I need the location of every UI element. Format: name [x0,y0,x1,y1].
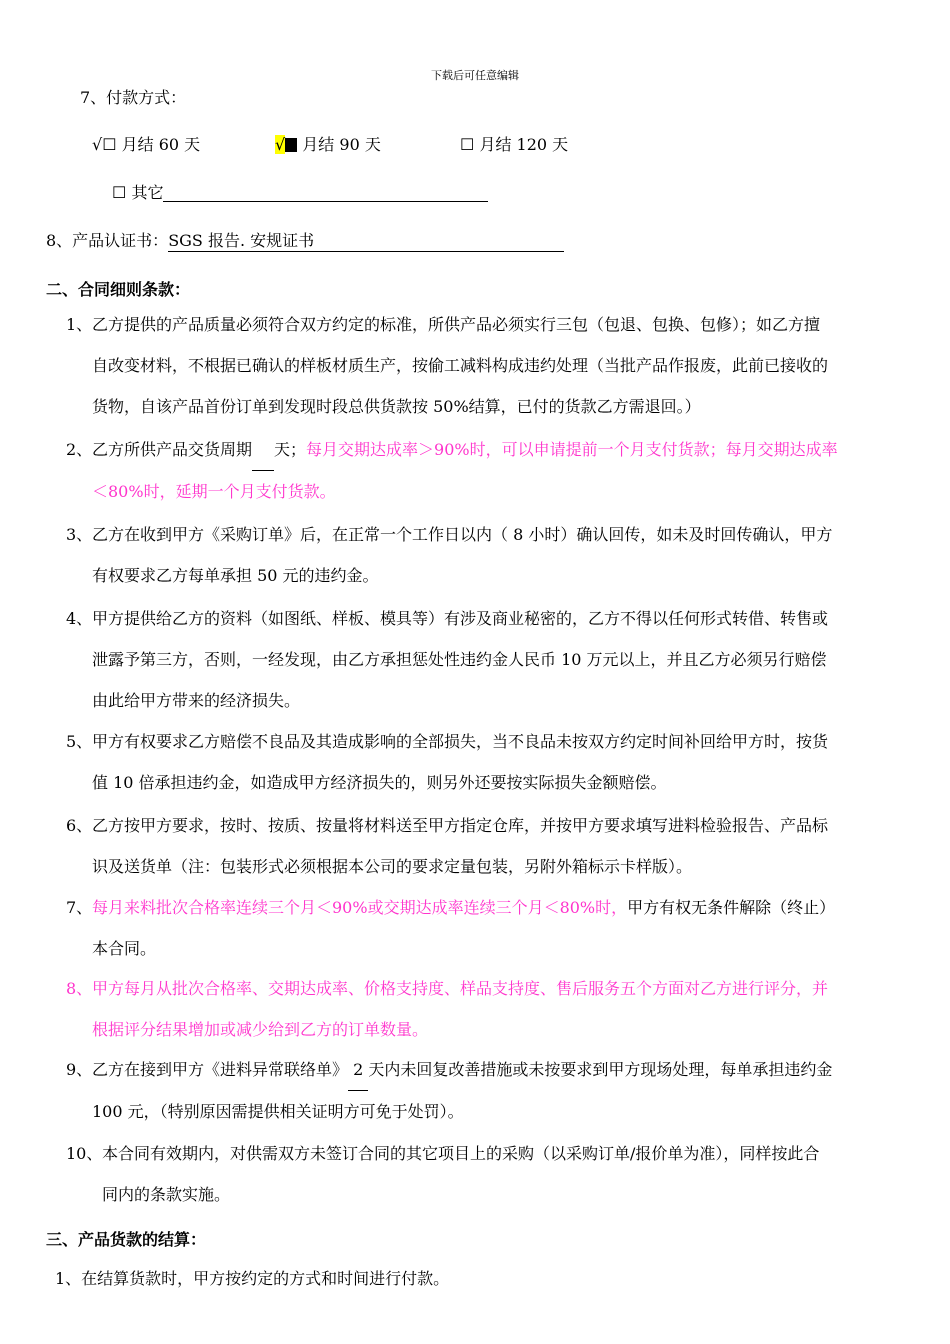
clause-7-line: 本合同。 [92,939,157,958]
clause-1-line: 乙方提供的产品质量必须符合双方约定的标准，所供产品必须实行三包（包退、包换、包修）；如乙方擅 [92,315,821,334]
other-blank-line [163,183,488,202]
checkbox-icon: ☐ [102,135,117,154]
payment-option-120-label: 月结 120 天 [479,135,569,154]
checked-box-icon [285,138,297,152]
clause-2-highlight: ＜80%时，延期一个月支付货款。 [92,482,336,501]
clause-10-line: 本合同有效期内，对供需双方未签订合同的其它项目上的采购（以采购订单/报价单为准），同样按此合 [102,1144,820,1163]
clause-1-number: 1、 [66,315,93,334]
clause-10-line: 同内的条款实施。 [102,1185,231,1204]
clause-7-text: 甲方有权无条件解除（终止） [627,898,836,917]
clause-4-number: 4、 [66,609,93,628]
clause-4-line: 甲方提供给乙方的资料（如图纸、样板、模具等）有涉及商业秘密的，乙方不得以任何形式转借、转售或 [92,609,829,628]
payment-option-other[interactable] [112,180,488,203]
checkbox-icon: ☐ [112,183,127,202]
check-mark-icon: √ [275,135,286,154]
clause-2-number: 2、 [66,440,93,459]
clause-8-line: 根据评分结果增加或减少给到乙方的订单数量。 [92,1020,429,1039]
clause-9-number: 9、 [66,1060,93,1079]
cert-value: SGS 报告. 安规证书 [168,228,564,252]
clause-4-line: 泄露予第三方，否则，一经发现，由乙方承担惩处性违约金人民币 10 万元以上，并且乙方必须另行赔偿 [92,650,827,669]
payment-option-90[interactable] [275,132,381,155]
clause-6-number: 6、 [66,816,93,835]
clause-5-line: 值 10 倍承担违约金，如造成甲方经济损失的，则另外还要按实际损失金额赔偿。 [92,773,667,792]
section3-title: 三、产品货款的结算： [46,1230,207,1249]
clause-4-line: 由此给甲方带来的经济损失。 [92,691,301,710]
payment-option-90-label: 月结 90 天 [302,135,381,154]
clause-6 [92,805,904,887]
clause-9-line: 100 元，（特别原因需提供相关证明方可免于处罚）。 [92,1102,464,1121]
payment-option-120[interactable] [460,132,568,155]
clause-5-number: 5、 [66,732,93,751]
delivery-days-blank [252,429,274,471]
clause-5 [92,721,904,803]
checkbox-icon: ☐ [460,135,475,154]
clause-8-number: 8、 [66,979,93,998]
cert-row [46,228,564,252]
clause-3-line: 乙方在收到甲方《采购订单》后，在正常一个工作日以内（ 8 小时）确认回传，如未及时回传确认，甲方 [92,525,833,544]
clause-1-line: 货物，自该产品首份订单到发现时段总供货款按 50%结算，已付的货款乙方需退回。） [92,397,701,416]
payment-title: 7、付款方式： [80,88,187,107]
clause-3-line: 有权要求乙方每单承担 50 元的违约金。 [92,566,379,585]
clause-9 [92,1049,904,1132]
clause-2-highlight: 每月交期达成率＞90%时，可以申请提前一个月支付货款；每月交期达成率 [306,440,838,459]
check-mark-icon: √ [92,135,103,154]
clause-1 [92,304,904,427]
clause-8-line: 甲方每月从批次合格率、交期达成率、价格支持度、样品支持度、售后服务五个方面对乙方进行评分，并 [92,979,829,998]
clause-10 [102,1133,906,1215]
clause-3-number: 3、 [66,525,93,544]
clause-7-number: 7、 [66,898,93,917]
payment-option-60-label: 月结 60 天 [121,135,201,154]
clause-5-line: 甲方有权要求乙方赔偿不良品及其造成影响的全部损失，当不良品未按双方约定时间补回给甲方时，按货 [92,732,829,751]
section2-title: 二、合同细则条款： [46,280,191,299]
clause-4 [92,598,904,721]
clause-9-text: 乙方在接到甲方《进料异常联络单》 [92,1060,349,1079]
clause-3 [92,514,904,596]
settlement-item-1: 1、在结算货款时，甲方按约定的方式和时间进行付款。 [55,1269,450,1288]
clause-2-text: 乙方所供产品交货周期 [92,440,253,459]
response-days-value: 2 [348,1049,368,1091]
cert-label: 8、产品认证书： [46,231,169,250]
clause-6-line: 识及送货单（注：包装形式必须根据本公司的要求定量包装，另附外箱标示卡样版）。 [92,857,693,876]
clause-2 [92,429,904,512]
clause-2-text: 天； [274,440,307,459]
clause-9-text: 天内未回复改善措施或未按要求到甲方现场处理，每单承担违约金 [368,1060,833,1079]
payment-option-60[interactable] [92,132,200,155]
clause-8 [92,968,904,1050]
clause-10-number: 10、 [66,1144,103,1163]
clause-6-line: 乙方按甲方要求，按时、按质、按量将材料送至甲方指定仓库，并按甲方要求填写进料检验报告、产品标 [92,816,829,835]
header-note: 下载后可任意编辑 [431,69,519,82]
payment-option-other-label: 其它 [131,183,164,202]
clause-7 [92,887,904,969]
clause-1-line: 自改变材料，不根据已确认的样板材质生产，按偷工减料构成违约处理（当批产品作报废，此前已接收的 [92,356,829,375]
clause-7-highlight: 每月来料批次合格率连续三个月＜90%或交期达成率连续三个月＜80%时， [92,898,628,917]
